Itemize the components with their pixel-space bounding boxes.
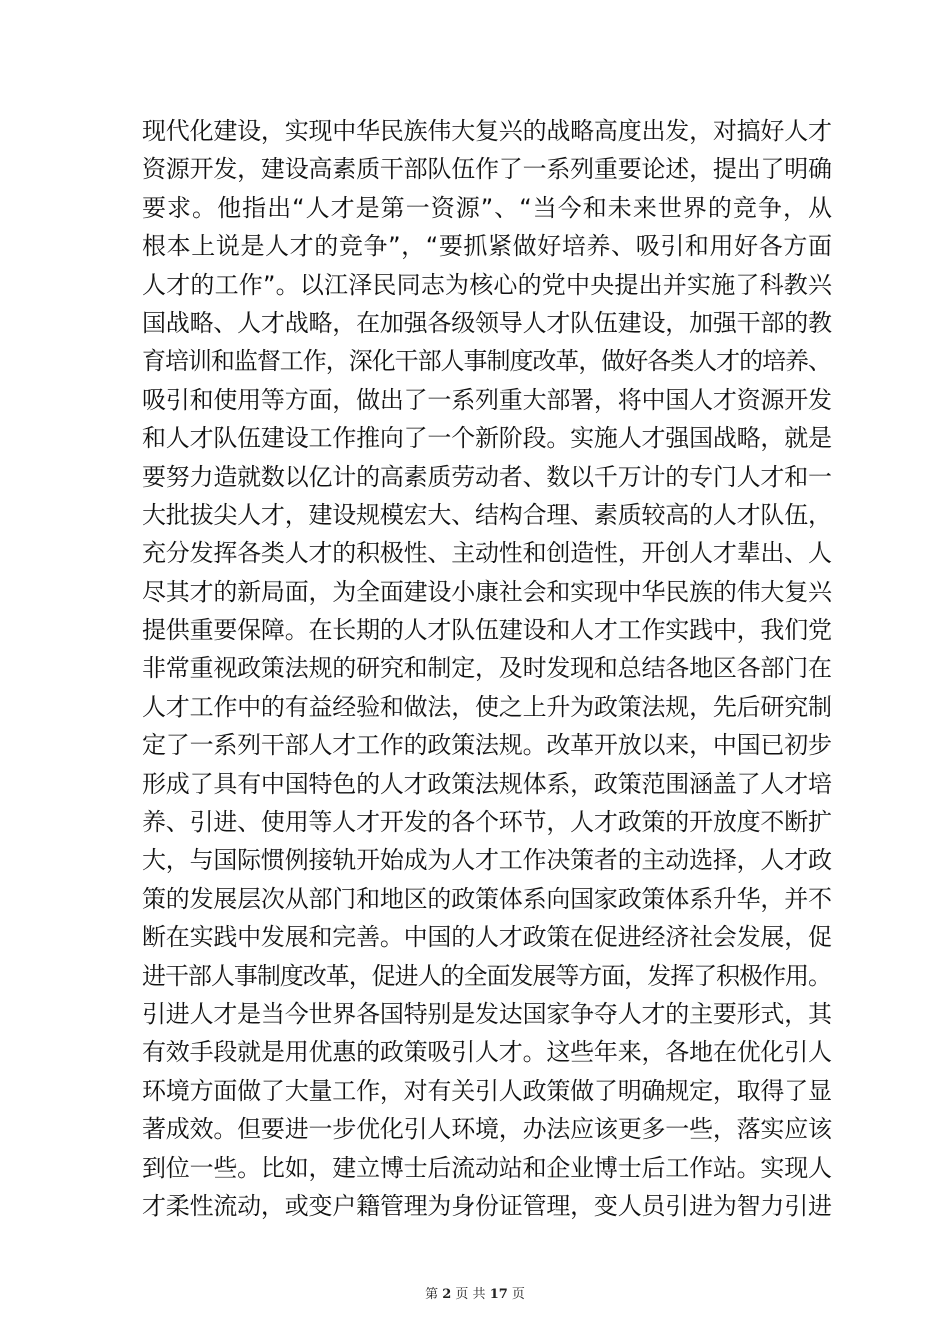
text-line: 资源开发，建设高素质干部队伍作了一系列重要论述，提出了明确 bbox=[142, 155, 832, 184]
text-line: 非常重视政策法规的研究和制定，及时发现和总结各地区各部门在 bbox=[142, 654, 832, 683]
text-line: 有效手段就是用优惠的政策吸引人才。这些年来，各地在优化引人 bbox=[142, 1038, 832, 1067]
text-line: 定了一系列干部人才工作的政策法规。改革开放以来，中国已初步 bbox=[142, 731, 832, 760]
footer-suffix: 页 bbox=[511, 1287, 525, 1302]
page-footer bbox=[0, 1286, 950, 1304]
text-line: 断在实践中发展和完善。中国的人才政策在促进经济社会发展，促 bbox=[142, 923, 832, 952]
text-line: 形成了具有中国特色的人才政策法规体系，政策范围涵盖了人才培 bbox=[142, 769, 832, 798]
text-line: 到位一些。比如，建立博士后流动站和企业博士后工作站。实现人 bbox=[142, 1153, 832, 1182]
footer-prefix: 第 bbox=[425, 1287, 439, 1302]
text-line: 提供重要保障。在长期的人才队伍建设和人才工作实践中，我们党 bbox=[142, 616, 832, 645]
text-line: 尽其才的新局面，为全面建设小康社会和实现中华民族的伟大复兴 bbox=[142, 577, 832, 606]
text-line: 著成效。但要进一步优化引人环境，办法应该更多一些，落实应该 bbox=[142, 1115, 832, 1144]
text-line: 引进人才是当今世界各国特别是发达国家争夺人才的主要形式，其 bbox=[142, 999, 832, 1028]
text-line: 根本上说是人才的竞争”，“要抓紧做好培养、吸引和用好各方面 bbox=[142, 232, 833, 261]
text-line: 人才的工作”。以江泽民同志为核心的党中央提出并实施了科教兴 bbox=[142, 270, 833, 299]
current-page-number: 2 bbox=[442, 1287, 452, 1302]
text-line: 充分发挥各类人才的积极性、主动性和创造性，开创人才辈出、人 bbox=[142, 539, 832, 568]
text-line: 策的发展层次从部门和地区的政策体系向国家政策体系升华，并不 bbox=[142, 884, 832, 913]
total-page-count: 17 bbox=[489, 1287, 508, 1302]
text-line: 环境方面做了大量工作，对有关引人政策做了明确规定，取得了显 bbox=[142, 1076, 832, 1105]
text-line: 育培训和监督工作，深化干部人事制度改革，做好各类人才的培养、 bbox=[142, 347, 831, 376]
text-line: 国战略、人才战略，在加强各级领导人才队伍建设，加强干部的教 bbox=[142, 308, 832, 337]
text-line: 进干部人事制度改革，促进人的全面发展等方面，发挥了积极作用。 bbox=[142, 961, 831, 990]
text-line: 要努力造就数以亿计的高素质劳动者、数以千万计的专门人才和一 bbox=[142, 462, 832, 491]
text-line: 和人才队伍建设工作推向了一个新阶段。实施人才强国战略，就是 bbox=[142, 424, 832, 453]
text-line: 吸引和使用等方面，做出了一系列重大部署，将中国人才资源开发 bbox=[142, 385, 832, 414]
text-line: 现代化建设，实现中华民族伟大复兴的战略高度出发，对搞好人才 bbox=[142, 117, 832, 145]
text-line: 大，与国际惯例接轨开始成为人才工作决策者的主动选择，人才政 bbox=[142, 846, 832, 875]
text-line: 才柔性流动，或变户籍管理为身份证管理，变人员引进为智力引进 bbox=[142, 1191, 832, 1220]
text-line: 要求。他指出“人才是第一资源”、“当今和未来世界的竞争，从 bbox=[142, 193, 834, 222]
text-line: 大批拔尖人才，建设规模宏大、结构合理、素质较高的人才队伍， bbox=[142, 500, 832, 529]
text-line: 养、引进、使用等人才开发的各个环节，人才政策的开放度不断扩 bbox=[142, 808, 832, 837]
footer-middle: 页 共 bbox=[455, 1287, 486, 1302]
body-text bbox=[142, 112, 832, 1225]
text-line: 人才工作中的有益经验和做法，使之上升为政策法规，先后研究制 bbox=[142, 692, 832, 721]
